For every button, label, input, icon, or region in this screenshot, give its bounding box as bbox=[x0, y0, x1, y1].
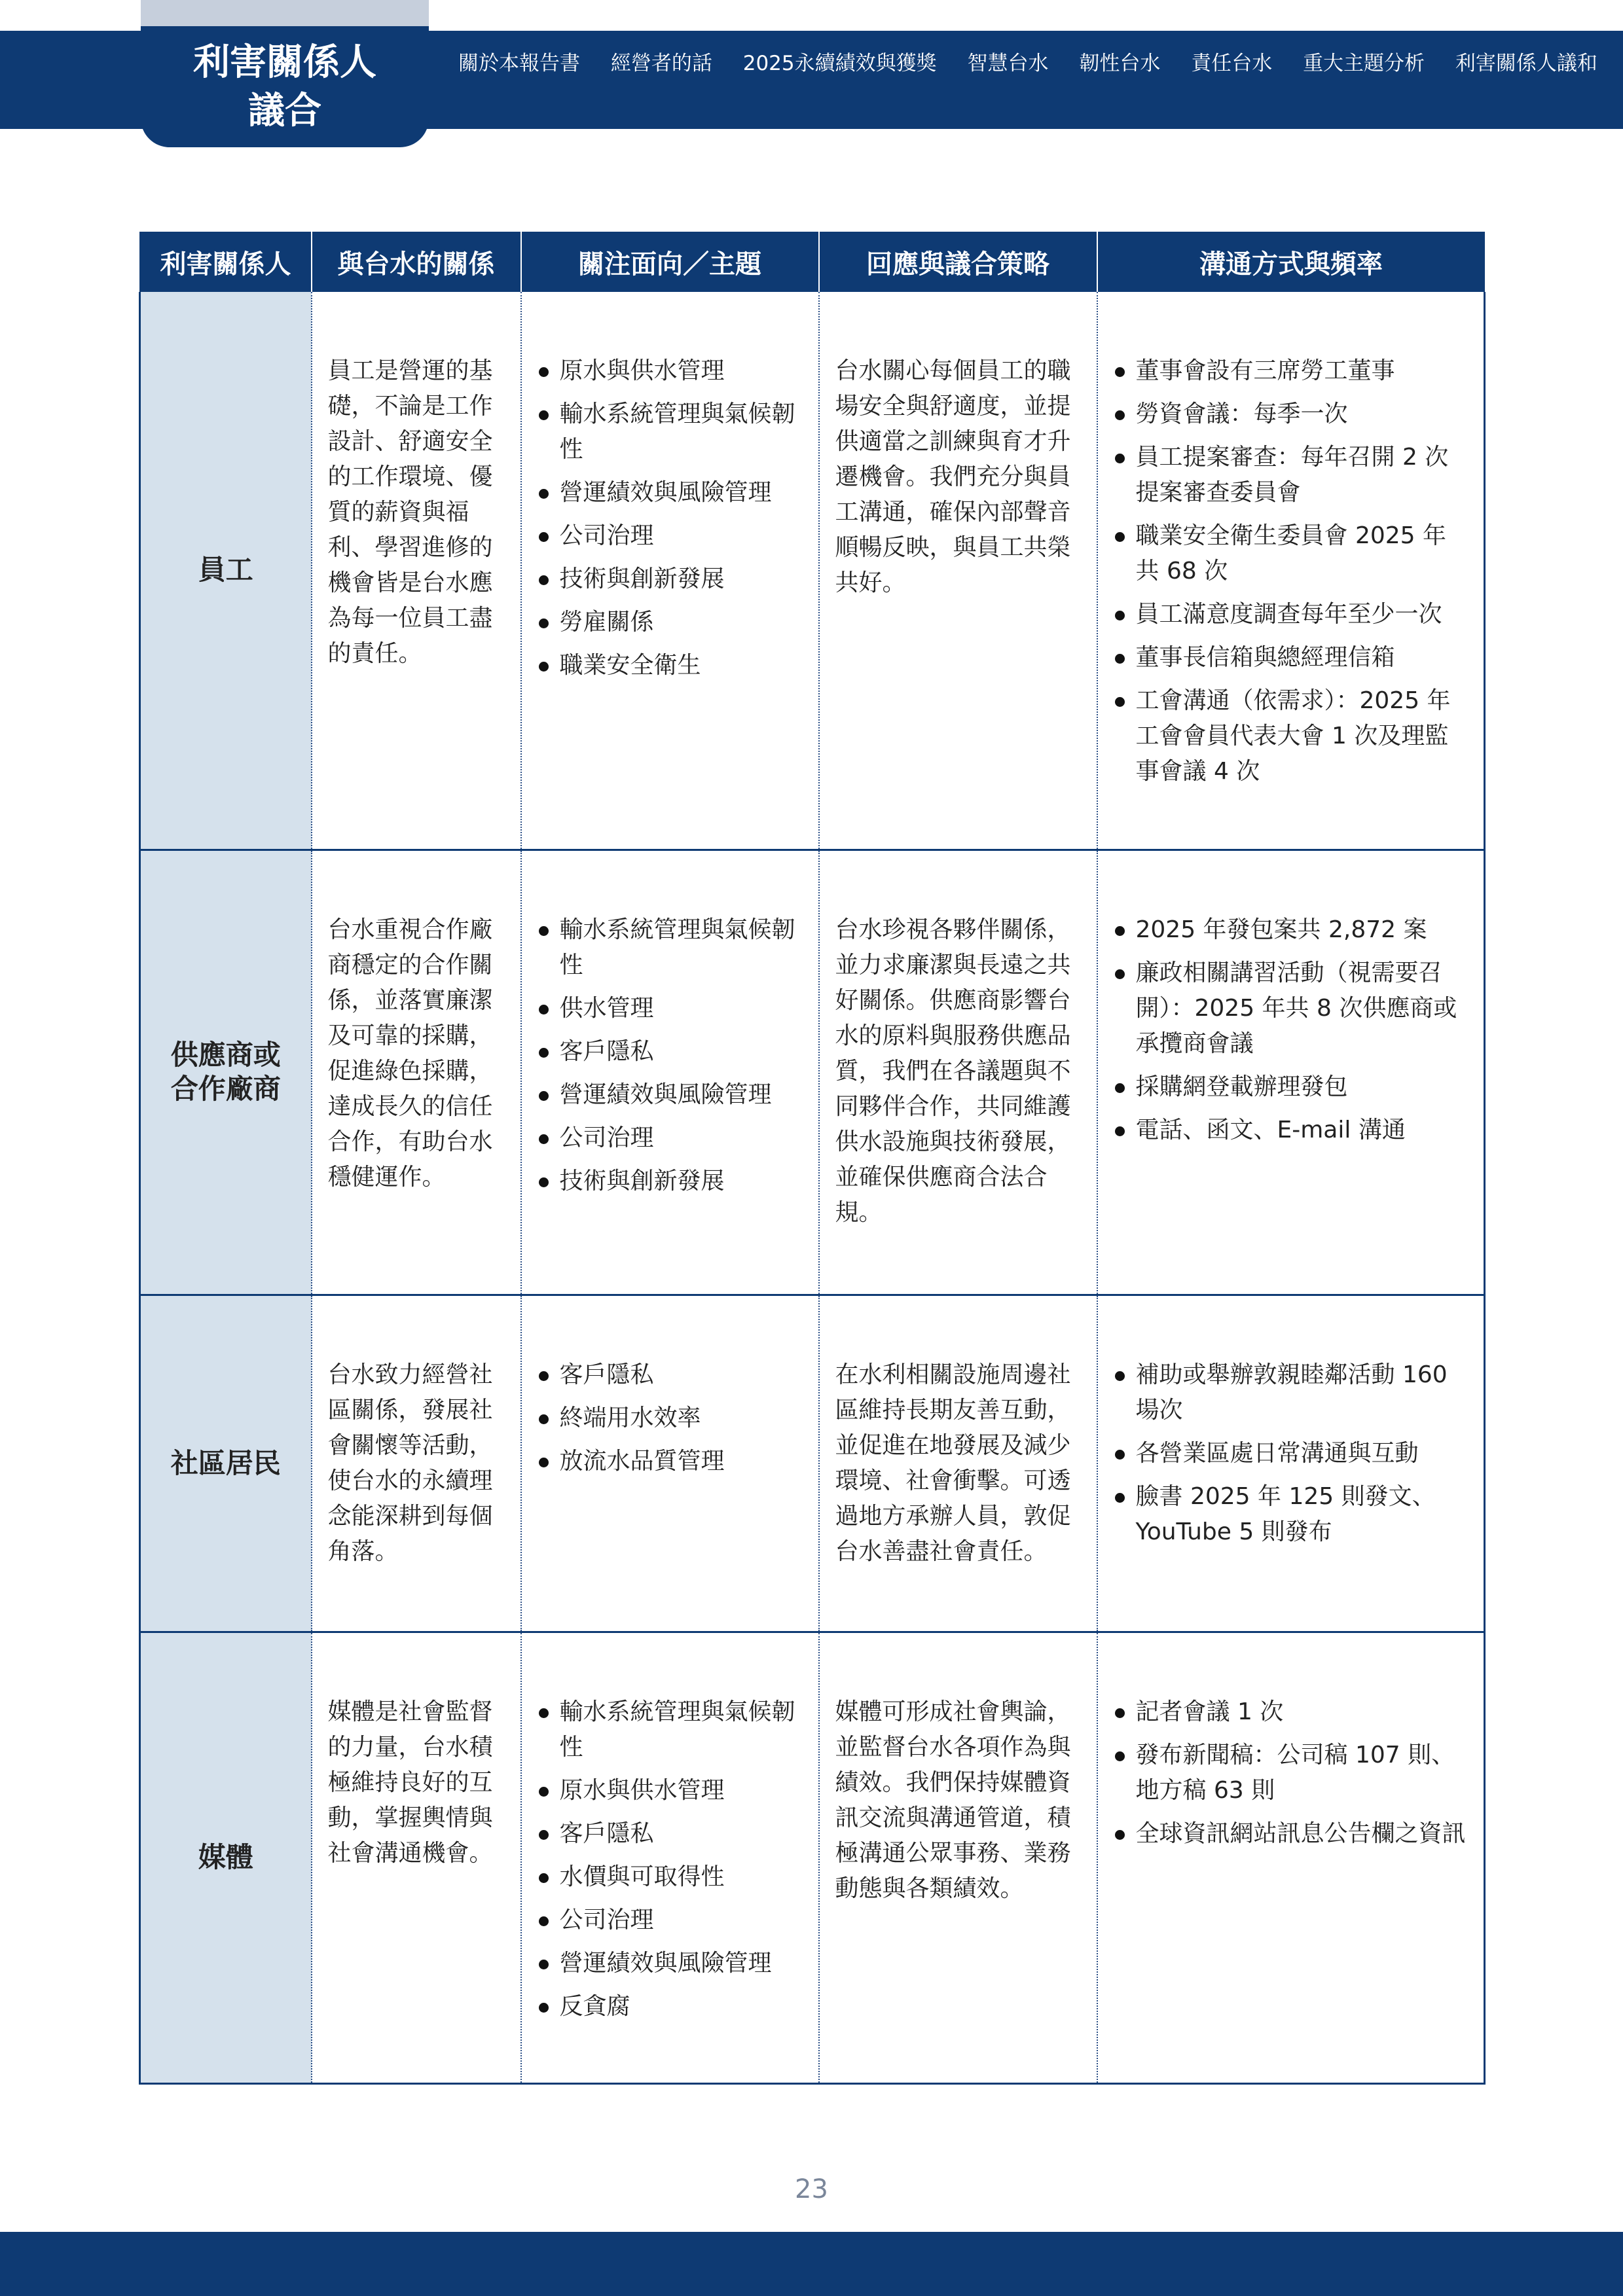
page-number: 23 bbox=[795, 2174, 828, 2204]
list-item: 廉政相關講習活動（視需要召開）：2025 年共 8 次供應商或承攬商會議 bbox=[1114, 956, 1470, 1062]
list-item: 技術與創新發展 bbox=[538, 562, 804, 597]
list-item: 原水與供水管理 bbox=[538, 353, 804, 389]
stakeholder-cell: 社區居民 bbox=[140, 1295, 312, 1632]
table-row bbox=[140, 292, 1485, 850]
list-item: 營運績效與風險管理 bbox=[538, 1946, 804, 1981]
nav-item-smart-water[interactable]: 智慧台水 bbox=[967, 51, 1049, 75]
nav-item-performance-awards[interactable]: 2025永續績效與獲獎 bbox=[742, 51, 937, 75]
topics-list bbox=[538, 353, 804, 683]
section-title bbox=[141, 26, 429, 147]
topics-cell bbox=[521, 292, 819, 850]
table-row bbox=[140, 850, 1485, 1295]
list-item: 電話、函文、E-mail 溝通 bbox=[1114, 1113, 1470, 1148]
communication-list bbox=[1114, 912, 1470, 1148]
list-item: 客戶隱私 bbox=[538, 1034, 804, 1069]
header-relation: 與台水的關係 bbox=[312, 232, 521, 292]
list-item: 公司治理 bbox=[538, 1903, 804, 1938]
nav-item-about-report[interactable]: 關於本報告書 bbox=[458, 51, 580, 75]
section-title-text: 利害關係人 議合 bbox=[193, 41, 376, 132]
top-navigation bbox=[458, 31, 1597, 91]
list-item: 公司治理 bbox=[538, 518, 804, 554]
topics-cell bbox=[521, 1632, 819, 2083]
nav-item-resilient-water[interactable]: 韌性台水 bbox=[1079, 51, 1161, 75]
list-item: 董事長信箱與總經理信箱 bbox=[1114, 640, 1470, 675]
nav-item-material-topics[interactable]: 重大主題分析 bbox=[1303, 51, 1425, 75]
topics-cell bbox=[521, 850, 819, 1295]
header-stakeholder: 利害關係人 bbox=[140, 232, 312, 292]
nav-item-stakeholder-engagement[interactable]: 利害關係人議和 bbox=[1455, 51, 1597, 75]
header-topics: 關注面向／主題 bbox=[521, 232, 819, 292]
header-communication: 溝通方式與頻率 bbox=[1097, 232, 1485, 292]
topics-list bbox=[538, 1695, 804, 2024]
list-item: 記者會議 1 次 bbox=[1114, 1695, 1470, 1730]
list-item: 工會溝通（依需求）：2025 年工會會員代表大會 1 次及理監事會議 4 次 bbox=[1114, 683, 1470, 789]
list-item: 輸水系統管理與氣候韌性 bbox=[538, 912, 804, 983]
topics-cell bbox=[521, 1295, 819, 1632]
relation-cell: 員工是營運的基礎，不論是工作設計、舒適安全的工作環境、優質的薪資與福利、學習進修的機會皆是台水應為每一位員工盡的責任。 bbox=[312, 292, 521, 850]
table-row bbox=[140, 1295, 1485, 1632]
nav-item-responsible-water[interactable]: 責任台水 bbox=[1191, 51, 1273, 75]
footer-bar bbox=[0, 2232, 1623, 2296]
relation-cell: 台水重視合作廠商穩定的合作關係，並落實廉潔及可靠的採購，促進綠色採購，達成長久的信任合作，有助台水穩健運作。 bbox=[312, 850, 521, 1295]
list-item: 營運績效與風險管理 bbox=[538, 1077, 804, 1113]
list-item: 2025 年發包案共 2,872 案 bbox=[1114, 912, 1470, 948]
list-item: 終端用水效率 bbox=[538, 1401, 804, 1436]
stakeholder-cell: 媒體 bbox=[140, 1632, 312, 2083]
communication-cell bbox=[1097, 1632, 1485, 2083]
list-item: 全球資訊網站訊息公告欄之資訊 bbox=[1114, 1816, 1470, 1852]
list-item: 勞雇關係 bbox=[538, 605, 804, 640]
table-header-row bbox=[140, 232, 1485, 292]
list-item: 臉書 2025 年 125 則發文、YouTube 5 則發布 bbox=[1114, 1479, 1470, 1550]
stakeholder-cell: 供應商或 合作廠商 bbox=[140, 850, 312, 1295]
relation-cell: 媒體是社會監督的力量，台水積極維持良好的互動，掌握輿情與社會溝通機會。 bbox=[312, 1632, 521, 2083]
list-item: 員工提案審查：每年召開 2 次提案審查委員會 bbox=[1114, 440, 1470, 511]
list-item: 各營業區處日常溝通與互動 bbox=[1114, 1436, 1470, 1471]
list-item: 董事會設有三席勞工董事 bbox=[1114, 353, 1470, 389]
nav-item-management-message[interactable]: 經營者的話 bbox=[610, 51, 712, 75]
list-item: 放流水品質管理 bbox=[538, 1444, 804, 1479]
list-item: 補助或舉辦敦親睦鄰活動 160 場次 bbox=[1114, 1357, 1470, 1428]
stakeholder-table bbox=[139, 232, 1486, 2085]
stakeholder-cell: 員工 bbox=[140, 292, 312, 850]
communication-list bbox=[1114, 1357, 1470, 1550]
list-item: 採購網登載辦理發包 bbox=[1114, 1069, 1470, 1105]
list-item: 員工滿意度調查每年至少一次 bbox=[1114, 597, 1470, 632]
communication-list bbox=[1114, 353, 1470, 789]
list-item: 職業安全衛生委員會 2025 年共 68 次 bbox=[1114, 518, 1470, 589]
relation-cell: 台水致力經營社區關係，發展社會關懷等活動，使台水的永續理念能深耕到每個角落。 bbox=[312, 1295, 521, 1632]
strategy-cell: 媒體可形成社會輿論，並監督台水各項作為與績效。我們保持媒體資訊交流與溝通管道，積極溝通公眾事務、業務動態與各類績效。 bbox=[819, 1632, 1097, 2083]
list-item: 發布新聞稿：公司稿 107 則、地方稿 63 則 bbox=[1114, 1738, 1470, 1808]
list-item: 職業安全衛生 bbox=[538, 648, 804, 683]
topics-list bbox=[538, 1357, 804, 1479]
list-item: 水價與可取得性 bbox=[538, 1859, 804, 1895]
list-item: 輸水系統管理與氣候韌性 bbox=[538, 1695, 804, 1765]
strategy-cell: 在水利相關設施周邊社區維持長期友善互動，並促進在地發展及減少環境、社會衝擊。可透過地方承辦人員，敦促台水善盡社會責任。 bbox=[819, 1295, 1097, 1632]
list-item: 公司治理 bbox=[538, 1121, 804, 1156]
strategy-cell: 台水關心每個員工的職場安全與舒適度，並提供適當之訓練與育才升遷機會。我們充分與員工溝通，確保內部聲音順暢反映，與員工共榮共好。 bbox=[819, 292, 1097, 850]
list-item: 反貪腐 bbox=[538, 1989, 804, 2024]
communication-cell bbox=[1097, 850, 1485, 1295]
list-item: 原水與供水管理 bbox=[538, 1773, 804, 1808]
table-row bbox=[140, 1632, 1485, 2083]
list-item: 客戶隱私 bbox=[538, 1816, 804, 1852]
topics-list bbox=[538, 912, 804, 1199]
communication-cell bbox=[1097, 1295, 1485, 1632]
list-item: 營運績效與風險管理 bbox=[538, 475, 804, 511]
list-item: 客戶隱私 bbox=[538, 1357, 804, 1393]
list-item: 供水管理 bbox=[538, 991, 804, 1026]
header-strategy: 回應與議合策略 bbox=[819, 232, 1097, 292]
communication-list bbox=[1114, 1695, 1470, 1852]
communication-cell bbox=[1097, 292, 1485, 850]
list-item: 輸水系統管理與氣候韌性 bbox=[538, 397, 804, 467]
strategy-cell: 台水珍視各夥伴關係，並力求廉潔與長遠之共好關係。供應商影響台水的原料與服務供應品質，我們在各議題與不同夥伴合作，共同維護供水設施與技術發展，並確保供應商合法合規。 bbox=[819, 850, 1097, 1295]
list-item: 勞資會議：每季一次 bbox=[1114, 397, 1470, 432]
list-item: 技術與創新發展 bbox=[538, 1164, 804, 1199]
